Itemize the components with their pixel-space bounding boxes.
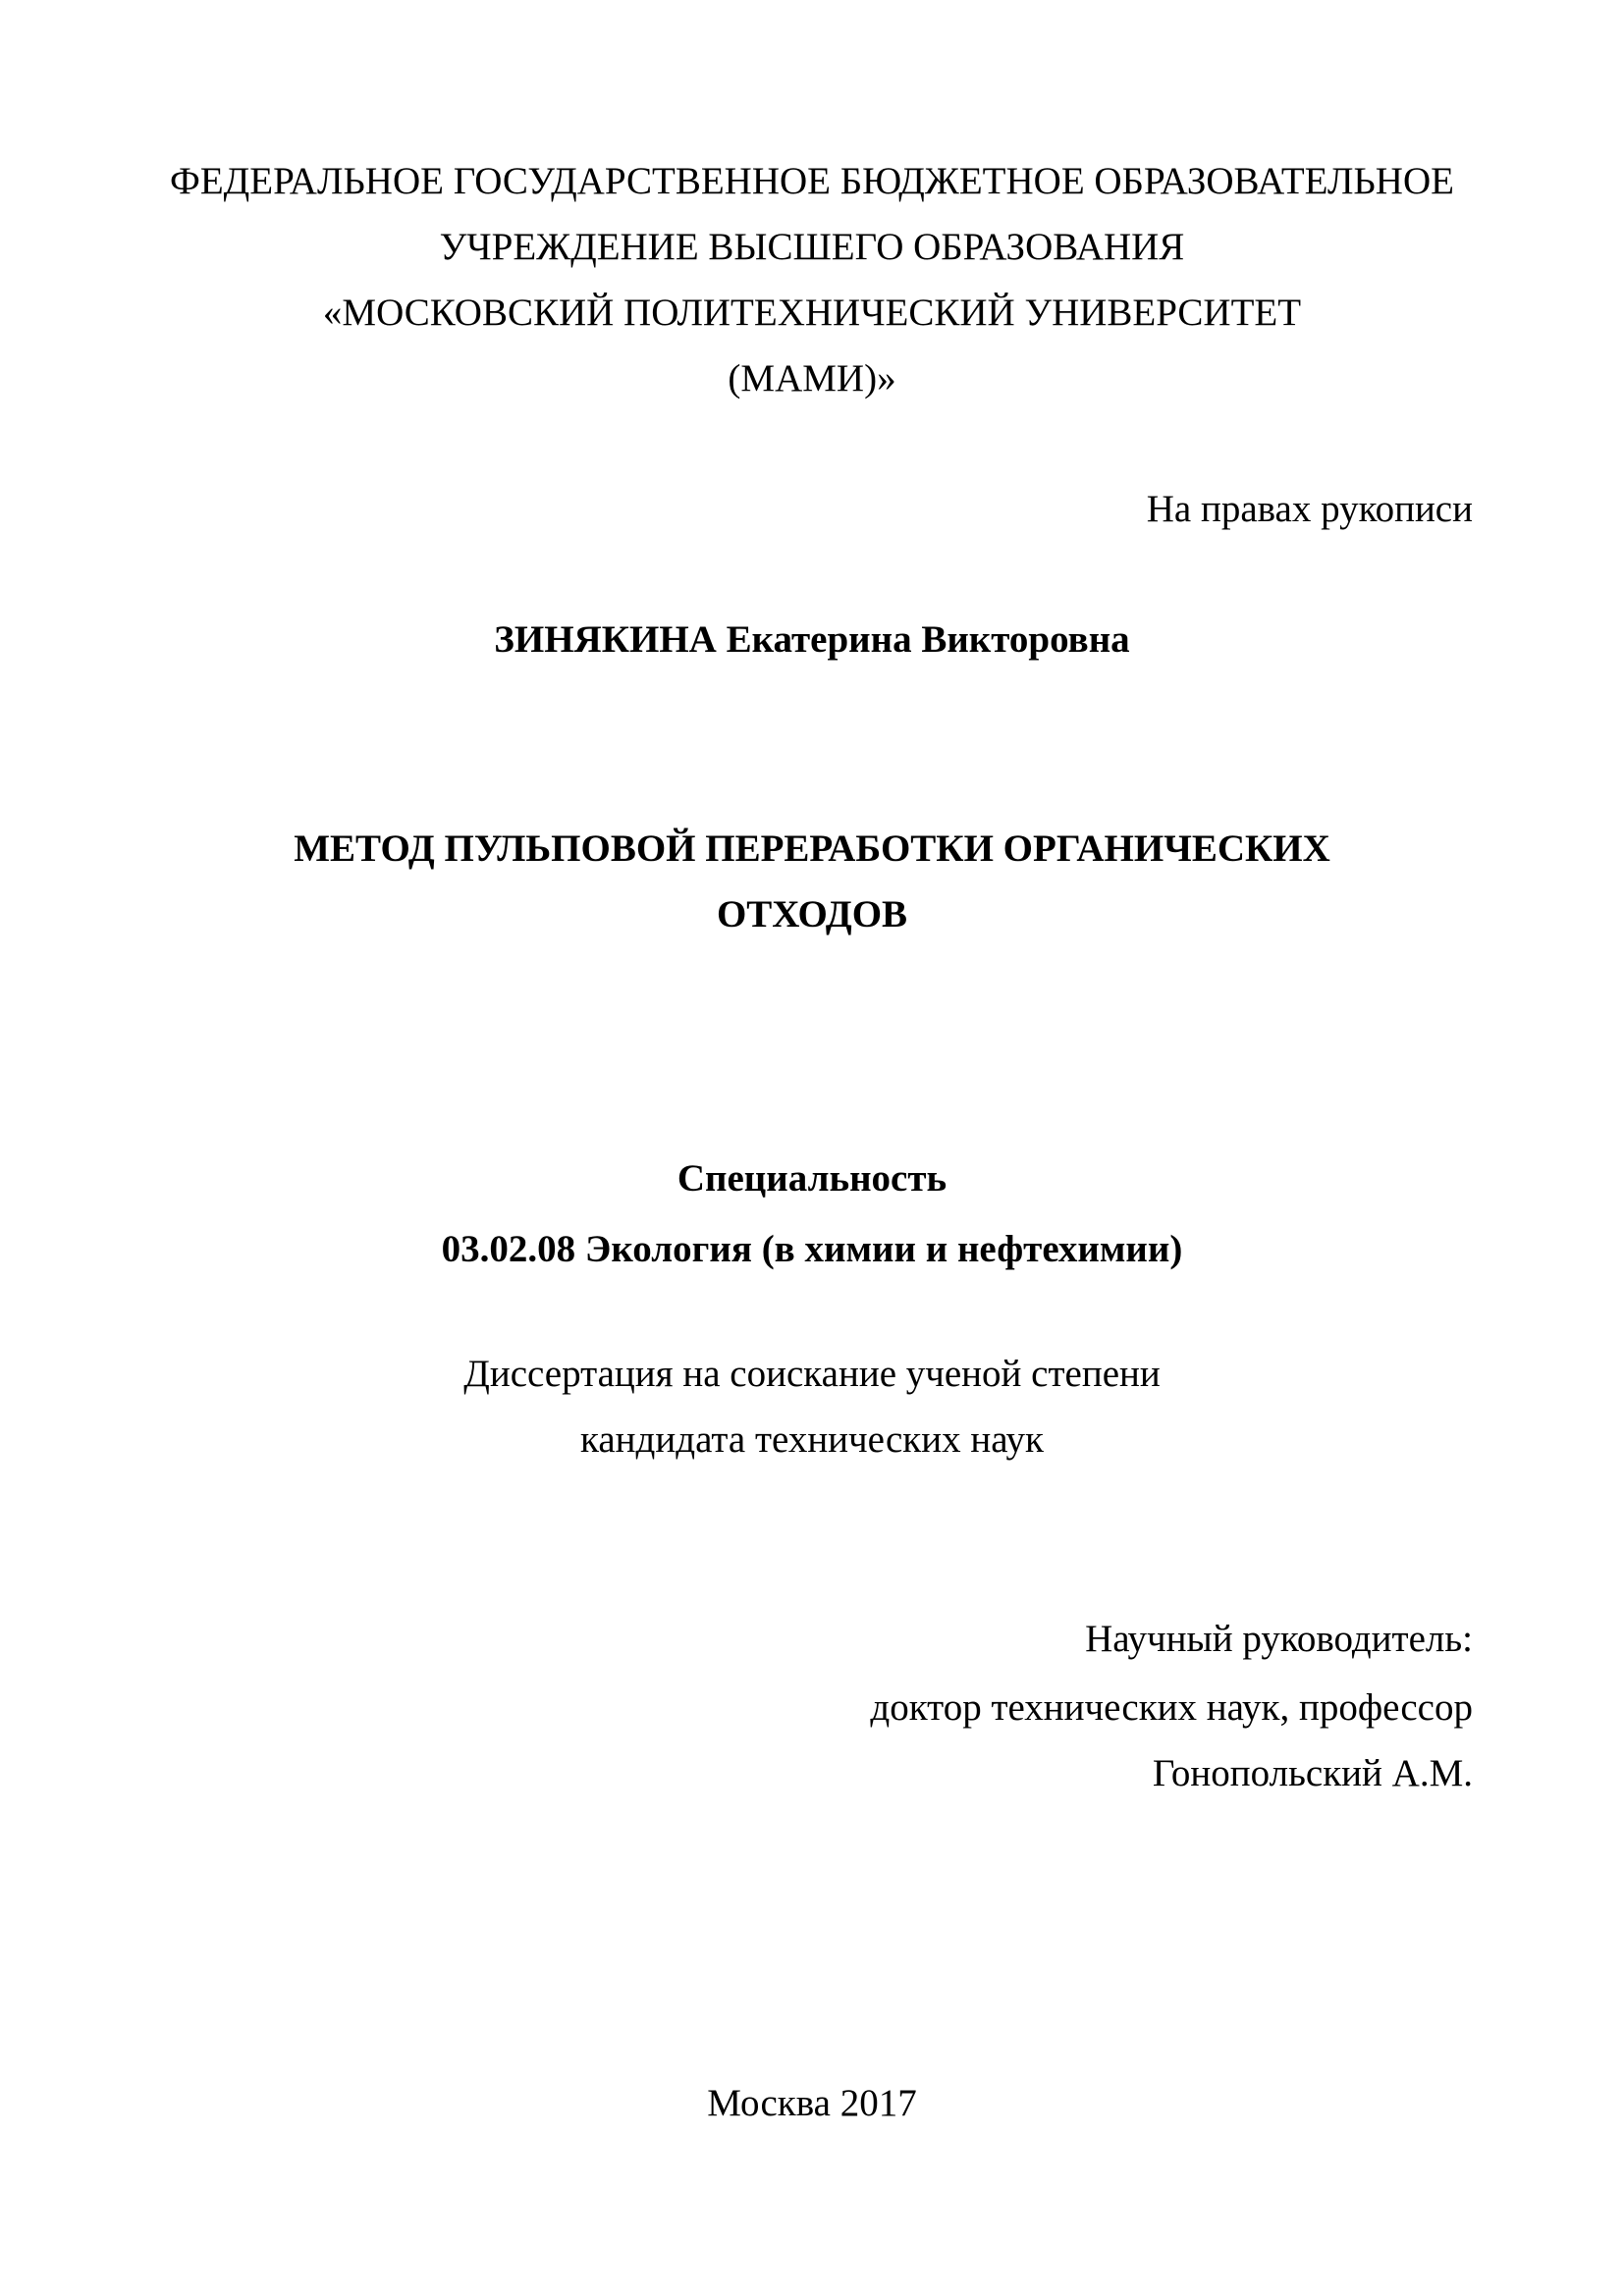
author-surname: ЗИНЯКИНА (494, 618, 717, 661)
specialty-value: 03.02.08 Экология (в химии и нефтехимии) (441, 1228, 1183, 1270)
degree-line-2: кандидата технических наук (580, 1418, 1044, 1461)
supervisor-label: Научный руководитель: (1085, 1618, 1473, 1660)
supervisor-name: Гонопольский А.М. (1152, 1752, 1473, 1794)
institution-line-1: ФЕДЕРАЛЬНОЕ ГОСУДАРСТВЕННОЕ БЮДЖЕТНОЕ ОБРАЗОВАТЕЛЬНОЕ (170, 160, 1454, 202)
supervisor-credentials: доктор технических наук, профессор (870, 1686, 1473, 1729)
author-given-names: Екатерина Викторовна (726, 618, 1130, 661)
institution-line-4: (МАМИ)» (728, 357, 896, 400)
title-line-2: ОТХОДОВ (716, 893, 908, 935)
institution-line-3: «МОСКОВСКИЙ ПОЛИТЕХНИЧЕСКИЙ УНИВЕРСИТЕТ (322, 292, 1302, 334)
manuscript-note: На правах рукописи (1146, 488, 1473, 530)
author-name (0, 617, 1624, 662)
specialty-label: Специальность (677, 1157, 947, 1200)
degree-line-1: Диссертация на соискание ученой степени (463, 1353, 1161, 1395)
city-year: Москва 2017 (707, 2082, 917, 2124)
institution-line-2: УЧРЕЖДЕНИЕ ВЫСШЕГО ОБРАЗОВАНИЯ (439, 226, 1185, 268)
title-line-1: МЕТОД ПУЛЬПОВОЙ ПЕРЕРАБОТКИ ОРГАНИЧЕСКИХ (294, 828, 1330, 870)
